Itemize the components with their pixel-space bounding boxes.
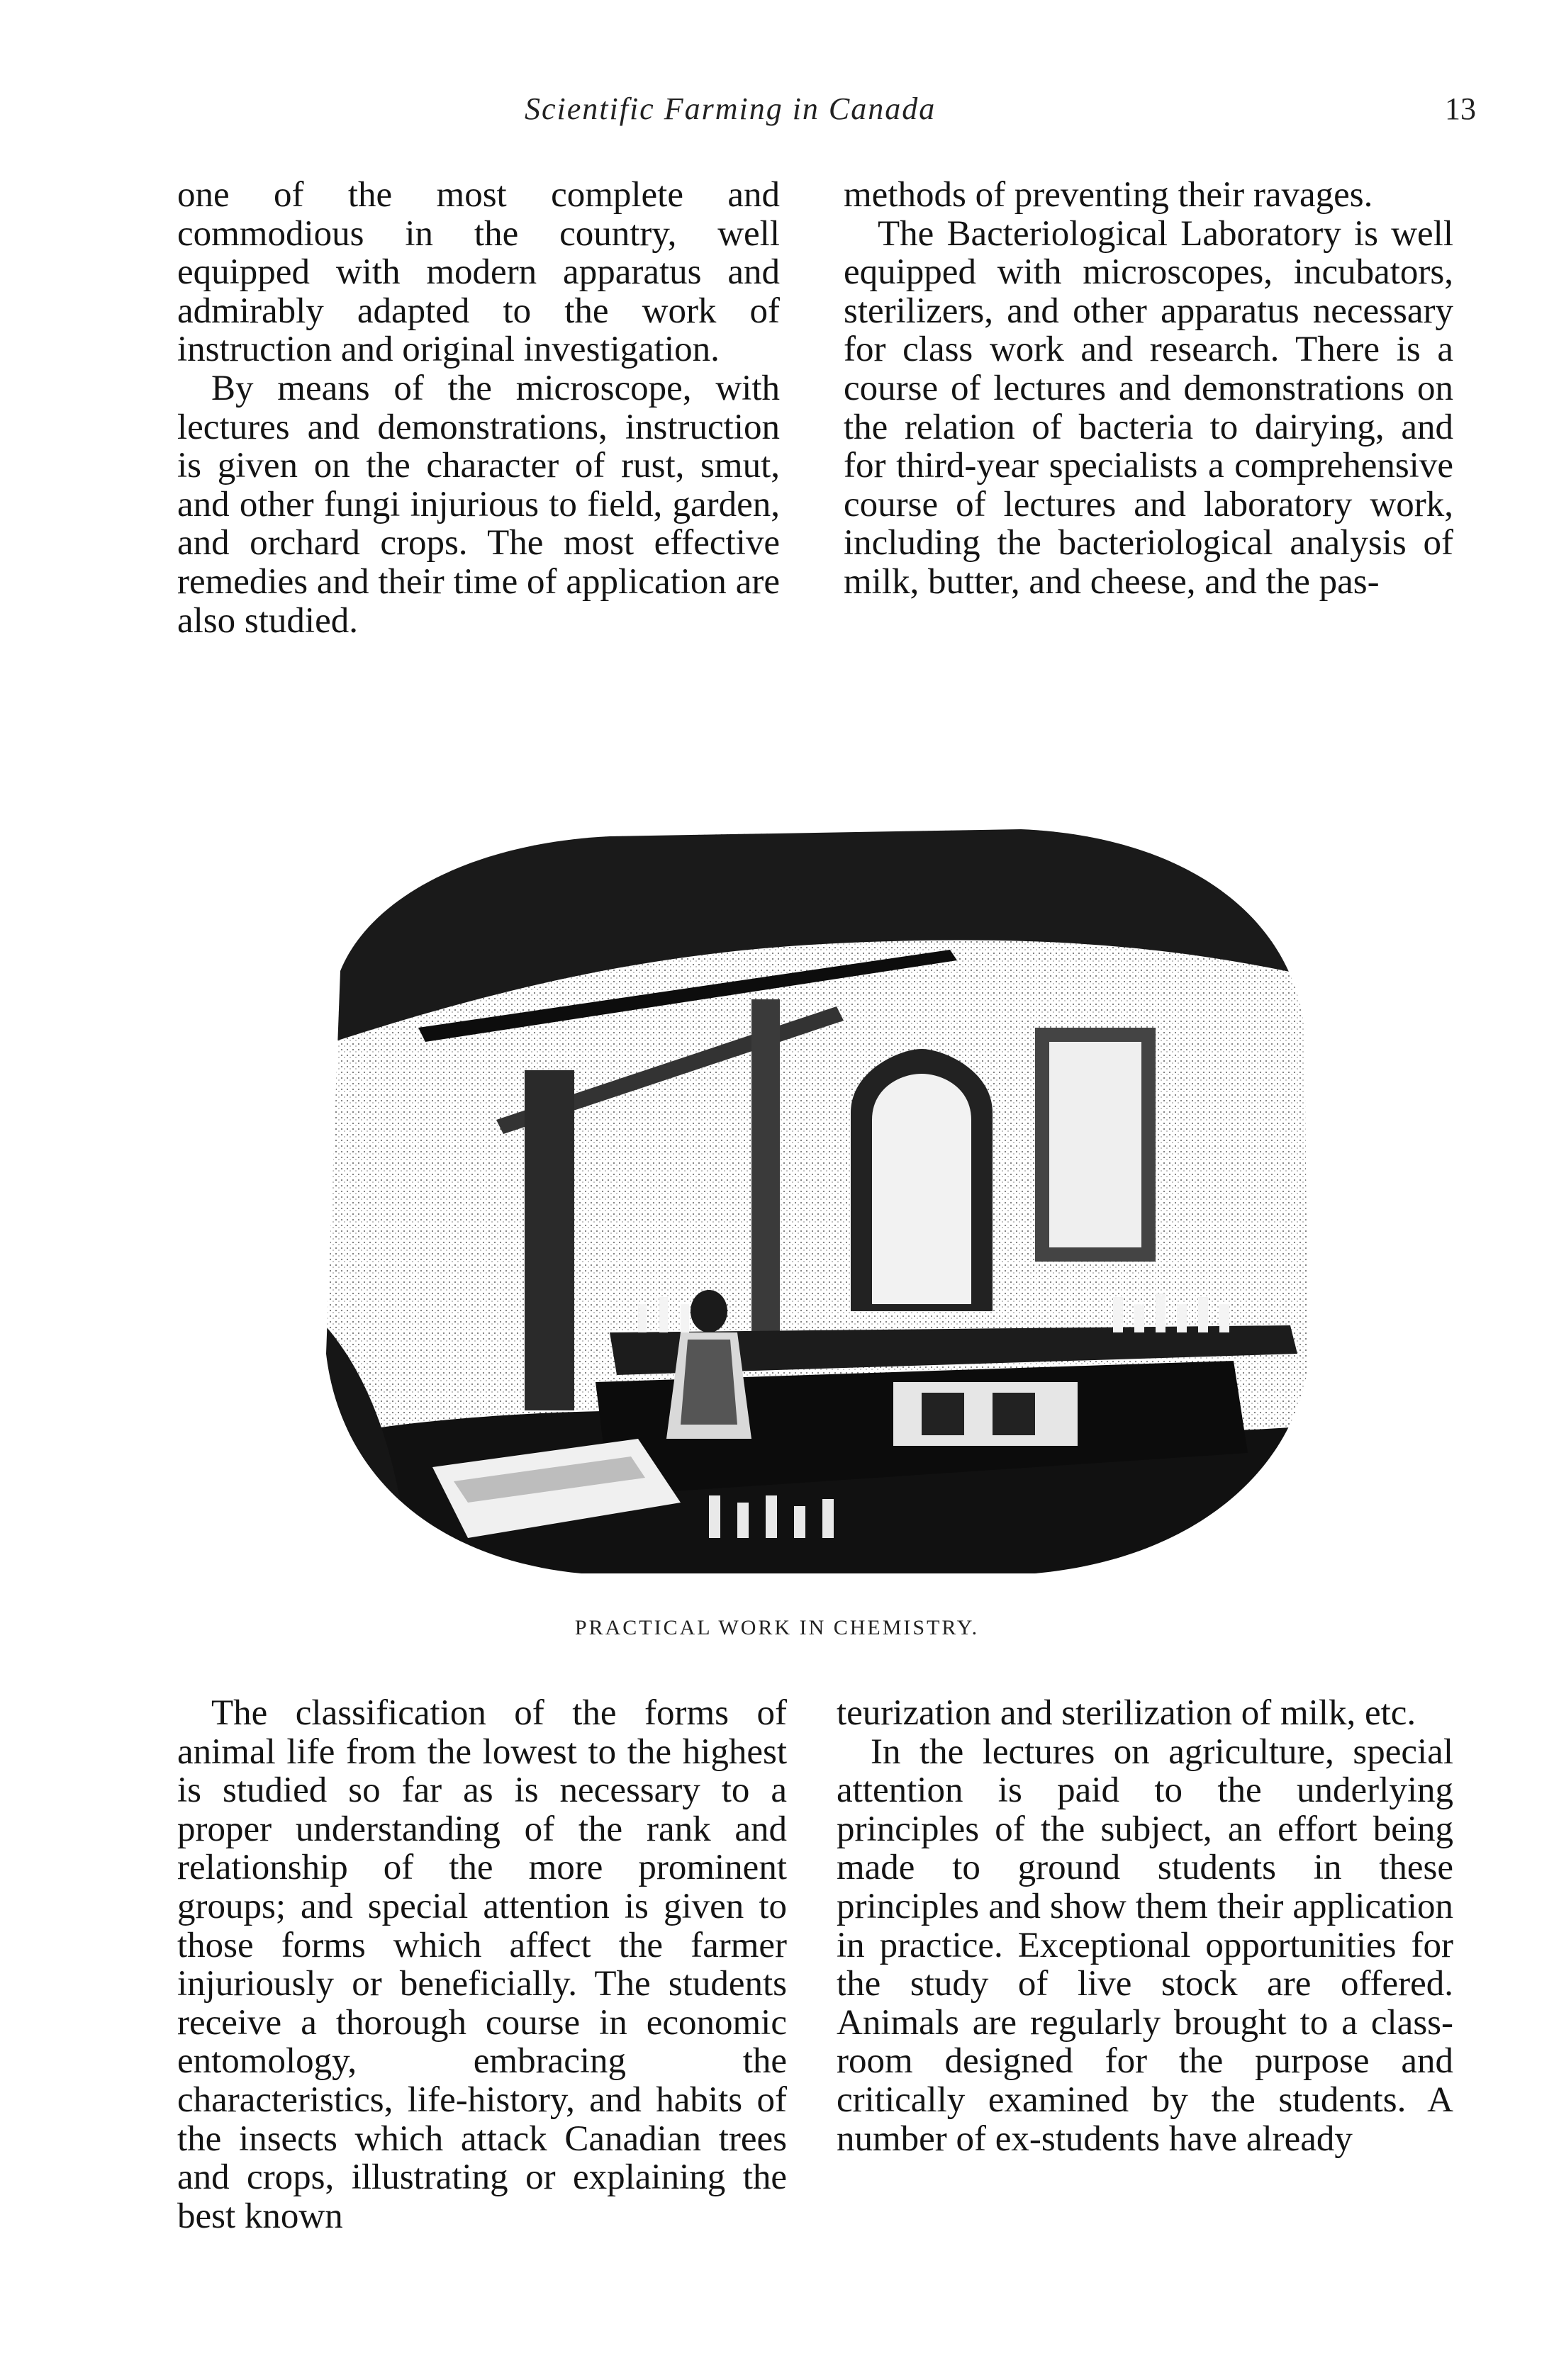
paragraph: one of the most complete and commodious in the country, well equipped with modern apparatus and admirably adapted to the work of instruction and original investigation. (177, 175, 780, 370)
running-title: Scientific Farming in Canada (525, 91, 937, 126)
paragraph: methods of preventing their ravages. (844, 175, 1373, 215)
paragraph: The Bacteriological Laboratory is well equipped with microscopes, incubators, sterilizers, and other apparatus necessary for class work and research. There is a course of lectures and demonstrations on the relation of bacteria to dairying, and for third-year specialists a comprehensive course of lectures and laboratory work, including the bacteriological analysis of milk, butter, and cheese, and the pas- (844, 213, 1453, 602)
paragraph: By means of the microscope, with lectures and demonstrations, instruction is given on the character of rust, smut, and other fungi injurious to field, garden, and orchard crops. The most effective remedies and their time of application are also studied. (177, 368, 780, 641)
paragraph: The classification of the forms of animal life from the lowest to the highest is studied so far as is necessary to a proper understanding of the rank and relationship of the more prominent groups; and special attention is given to those forms which affect the farmer injuriously or beneficially. The students receive a thorough course in economic entomology, embracing the characteristics, life-history, and habits of the insects which attack Canadian trees and crops, illustrating or explaining the best known (177, 1693, 787, 2236)
column-top-right (844, 176, 1453, 602)
column-top-left (177, 176, 780, 640)
figure-caption: PRACTICAL WORK IN CHEMISTRY. (574, 1616, 980, 1639)
paragraph: In the lectures on agriculture, special attention is paid to the underlying principles of the subject, an effort being made to ground students in these principles and show them their application in practice. Exceptional opportunities for the study of live stock are offered. Animals are regularly brought to a class-room designed for the purpose and critically examined by the students. A number of ex-students have already (837, 1731, 1453, 2159)
page-number: 13 (1445, 91, 1476, 126)
column-bottom-left (177, 1694, 787, 2235)
column-bottom-right (837, 1694, 1453, 2158)
paragraph: teurization and sterilization of milk, etc. (837, 1693, 1416, 1733)
chemistry-lab-photo (312, 815, 1319, 1581)
running-head (0, 91, 1554, 133)
